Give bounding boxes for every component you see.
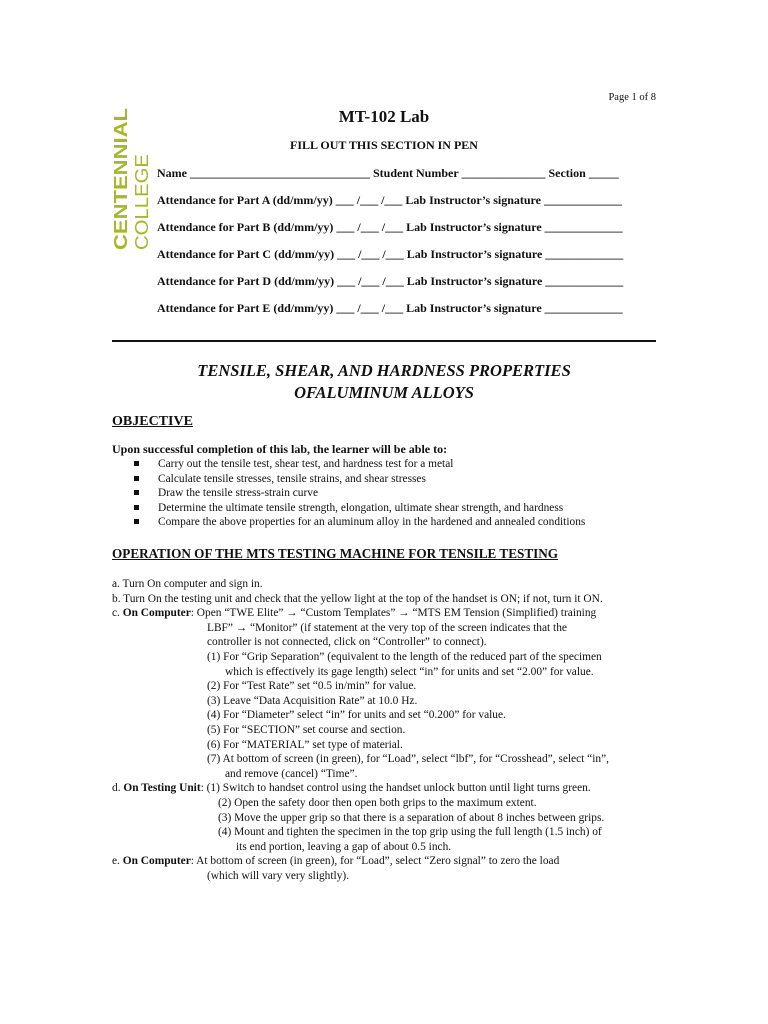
objective-intro: Upon successful completion of this lab, the learner will be able to: bbox=[112, 442, 448, 456]
step-d-item-4-continued: its end portion, leaving a gap of about 0.5 inch. bbox=[236, 840, 452, 853]
step-d-item-3: (3) Move the upper grip so that there is a separation of about 8 inches between grips. bbox=[218, 811, 605, 824]
attendance-part-d: Attendance for Part D (dd/mm/yy) ___ /___ /___ Lab Instructor’s signature _____________ bbox=[157, 274, 624, 288]
attendance-part-a: Attendance for Part A (dd/mm/yy) ___ /___ /___ Lab Instructor’s signature _____________ bbox=[157, 193, 622, 207]
step-e-continued: (which will vary very slightly). bbox=[207, 869, 350, 882]
step-d: d. On Testing Unit: (1) Switch to handset control using the handset unlock button until light turns green. bbox=[112, 782, 591, 795]
step-d-item-4: (4) Mount and tighten the specimen in the top grip using the full length (1.5 inch) of bbox=[218, 826, 602, 839]
section-divider bbox=[112, 340, 656, 342]
step-c-item-1-continued: which is effectively its gage length) select “in” for units and set “2.00” for value. bbox=[225, 665, 594, 678]
step-b: b. Turn On the testing unit and check that the yellow light at the top of the handset is ON; if not, turn it ON. bbox=[112, 592, 603, 605]
pen-instruction: FILL OUT THIS SECTION IN PEN bbox=[290, 138, 478, 152]
bullet-icon bbox=[134, 519, 139, 524]
bullet-icon bbox=[134, 505, 139, 510]
step-c-item-2: (2) For “Test Rate” set “0.5 in/min” for value. bbox=[207, 680, 417, 693]
list-item: Compare the above properties for an aluminum alloy in the hardened and annealed conditions bbox=[112, 515, 585, 530]
main-title-line1: TENSILE, SHEAR, AND HARDNESS PROPERTIES bbox=[197, 361, 571, 380]
objective-list bbox=[112, 457, 585, 530]
attendance-part-e: Attendance for Part E (dd/mm/yy) ___ /___ /___ Lab Instructor’s signature _____________ bbox=[157, 301, 623, 315]
step-c: c. On Computer: Open “TWE Elite” → “Custom Templates” → “MTS EM Tension (Simplified) training bbox=[112, 607, 597, 620]
step-c-item-1: (1) For “Grip Separation” (equivalent to the length of the reduced part of the specimen bbox=[207, 650, 602, 663]
objective-heading: OBJECTIVE bbox=[112, 414, 193, 429]
step-c-item-3: (3) Leave “Data Acquisition Rate” at 10.0 Hz. bbox=[207, 694, 418, 707]
step-c-item-4: (4) For “Diameter” select “in” for units and set “0.200” for value. bbox=[207, 709, 506, 722]
lab-title: MT-102 Lab bbox=[338, 107, 430, 126]
list-item: Draw the tensile stress-strain curve bbox=[112, 486, 585, 501]
college-logo-graphic bbox=[108, 108, 152, 250]
bullet-icon bbox=[134, 461, 139, 466]
name-line: Name ______________________________ Student Number ______________ Section _____ bbox=[157, 166, 619, 180]
step-c-item-6: (6) For “MATERIAL” set type of material. bbox=[207, 738, 403, 751]
attendance-part-c: Attendance for Part C (dd/mm/yy) ___ /___ /___ Lab Instructor’s signature _____________ bbox=[157, 247, 624, 261]
step-c-continued: controller is not connected, click on “Controller” to connect). bbox=[207, 636, 487, 649]
step-c-item-5: (5) For “SECTION” set course and section. bbox=[207, 723, 406, 736]
operation-heading: OPERATION OF THE MTS TESTING MACHINE FOR TENSILE TESTING bbox=[112, 546, 559, 561]
list-item: Calculate tensile stresses, tensile strains, and shear stresses bbox=[112, 472, 585, 487]
operation-steps bbox=[112, 577, 609, 883]
bullet-icon bbox=[134, 476, 139, 481]
step-e: e. On Computer: At bottom of screen (in green), for “Load”, select “Zero signal” to zero the load bbox=[112, 855, 560, 868]
list-item: Determine the ultimate tensile strength, elongation, ultimate shear strength, and hardness bbox=[112, 501, 585, 516]
logo-line2: COLLEGE bbox=[131, 162, 152, 250]
step-c-item-7: (7) At bottom of screen (in green), for “Load”, select “lbf”, for “Crosshead”, select “in”, bbox=[207, 753, 609, 766]
main-title-line2: OFALUMINUM ALLOYS bbox=[294, 383, 474, 402]
centennial-college-logo bbox=[108, 108, 152, 250]
bullet-icon bbox=[134, 490, 139, 495]
logo-line1: CENTENNIAL bbox=[110, 130, 131, 250]
step-c-continued: LBF” → “Monitor” (if statement at the very top of the screen indicates that the bbox=[207, 621, 567, 634]
step-d-item-2: (2) Open the safety door then open both grips to the maximum extent. bbox=[218, 796, 537, 809]
page-number: Page 1 of 8 bbox=[608, 92, 656, 103]
list-item: Carry out the tensile test, shear test, and hardness test for a metal bbox=[112, 457, 585, 472]
step-c-item-7-continued: and remove (cancel) “Time”. bbox=[225, 767, 358, 780]
step-a: a. Turn On computer and sign in. bbox=[112, 578, 263, 590]
attendance-part-b: Attendance for Part B (dd/mm/yy) ___ /___ /___ Lab Instructor’s signature _____________ bbox=[157, 220, 623, 234]
